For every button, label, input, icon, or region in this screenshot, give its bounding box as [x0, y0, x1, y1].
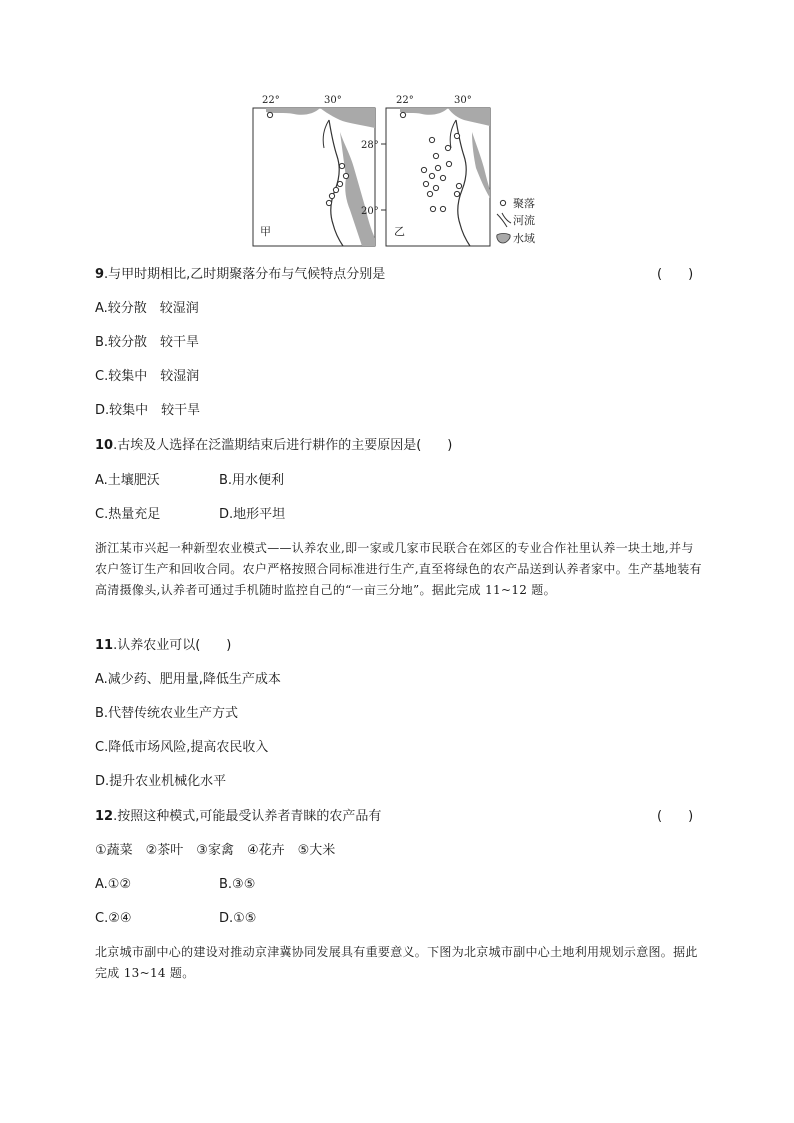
option-10a: A.土壤肥沃 [95, 473, 160, 488]
settlement-dot [433, 185, 438, 190]
option-12c: C.②④ [95, 911, 132, 926]
settlement-dot [454, 133, 459, 138]
settlement-dot [440, 206, 445, 211]
option-9a: A.较分散 较湿润 [95, 301, 199, 316]
legend-water-label: 水域 [513, 232, 535, 245]
settlement-dot [329, 193, 334, 198]
map-panel-yi [386, 95, 490, 246]
settlement-dot [423, 181, 428, 186]
question-number: 12 [95, 809, 114, 824]
legend-river-label: 河流 [513, 214, 535, 227]
lat-label-28: 28° [361, 140, 379, 151]
question-9 [95, 266, 385, 284]
lon-label-22-right: 22° [396, 95, 414, 106]
option-11c: C.降低市场风险,提高农民收入 [95, 740, 269, 755]
option-12d: D.①⑤ [219, 911, 257, 926]
question-number: 9 [95, 267, 105, 282]
settlement-dot [430, 206, 435, 211]
question-text: .与甲时期相比,乙时期聚落分布与气候特点分别是 [104, 267, 386, 282]
question-text: .古埃及人选择在泛滥期结束后进行耕作的主要原因是( ) [113, 438, 453, 453]
question-12-items: ①蔬菜 ②茶叶 ③家禽 ④花卉 ⑤大米 [95, 843, 336, 858]
settlement-dot [339, 163, 344, 168]
option-11d: D.提升农业机械化水平 [95, 774, 227, 789]
map-figure [250, 92, 550, 252]
question-text: .认养农业可以( ) [113, 638, 232, 653]
lon-label-22: 22° [262, 95, 280, 106]
settlement-dot [454, 191, 459, 196]
option-11a: A.减少药、肥用量,降低生产成本 [95, 672, 281, 687]
answer-paren: ( ) [657, 267, 694, 282]
question-12 [95, 808, 381, 826]
panel-label-yi: 乙 [394, 225, 405, 238]
settlement-dot [456, 183, 461, 188]
question-text: .按照这种模式,可能最受认养者青睐的农产品有 [113, 809, 382, 824]
passage-11-12: 浙江某市兴起一种新型农业模式——认养农业,即一家或几家市民联合在郊区的专业合作社里认养一块土地,并与农户签订生产和回收合同。农户严格按照合同标准进行生产,直至将绿色的农产品送到认养者家中。生产基地装有高清摄像头,认养者可通过手机随时监控自己的“一亩三分地”。据此完成 11~12 题。 [95, 541, 702, 597]
settlement-dot [326, 200, 331, 205]
map-figure-svg [250, 92, 550, 252]
settlement-dot [433, 153, 438, 158]
map-legend [497, 196, 535, 245]
settlement-dot [435, 165, 440, 170]
settlement-dot [445, 145, 450, 150]
option-12b: B.③⑤ [219, 877, 256, 892]
option-11b: B.代替传统农业生产方式 [95, 706, 239, 721]
option-9d: D.较集中 较干旱 [95, 403, 201, 418]
settlement-dot [400, 112, 405, 117]
question-number: 11 [95, 638, 114, 653]
option-10d: D.地形平坦 [219, 507, 286, 522]
settlement-dot [421, 167, 426, 172]
answer-paren: ( ) [657, 809, 694, 824]
settlement-dot [333, 187, 338, 192]
lat-label-20: 20° [361, 206, 379, 217]
settlement-dot [343, 173, 348, 178]
settlement-dot [429, 173, 434, 178]
settlement-dot [337, 181, 342, 186]
option-9b: B.较分散 较干旱 [95, 335, 200, 350]
lon-label-30-right: 30° [454, 95, 472, 106]
lon-label-30: 30° [324, 95, 342, 106]
legend-water-symbol [497, 234, 510, 244]
passage-13-14: 北京城市副中心的建设对推动京津冀协同发展具有重要意义。下图为北京城市副中心土地利用规划示意图。据此完成 13~14 题。 [95, 945, 698, 980]
legend-river-symbol [497, 213, 511, 227]
option-9c: C.较集中 较湿润 [95, 369, 200, 384]
settlement-dot [427, 191, 432, 196]
settlement-dot [267, 112, 272, 117]
option-10b: B.用水便利 [219, 473, 285, 488]
map-panel-jia [253, 95, 375, 246]
settlement-dot [446, 161, 451, 166]
legend-settlement-symbol [500, 200, 505, 205]
legend-settlement-label: 聚落 [513, 197, 535, 210]
question-number: 10 [95, 438, 114, 453]
question-11 [95, 637, 231, 655]
question-10 [95, 437, 452, 455]
option-10c: C.热量充足 [95, 507, 161, 522]
option-12a: A.①② [95, 877, 132, 892]
panel-label-jia: 甲 [260, 225, 271, 238]
settlement-dot [429, 137, 434, 142]
settlement-dot [440, 175, 445, 180]
